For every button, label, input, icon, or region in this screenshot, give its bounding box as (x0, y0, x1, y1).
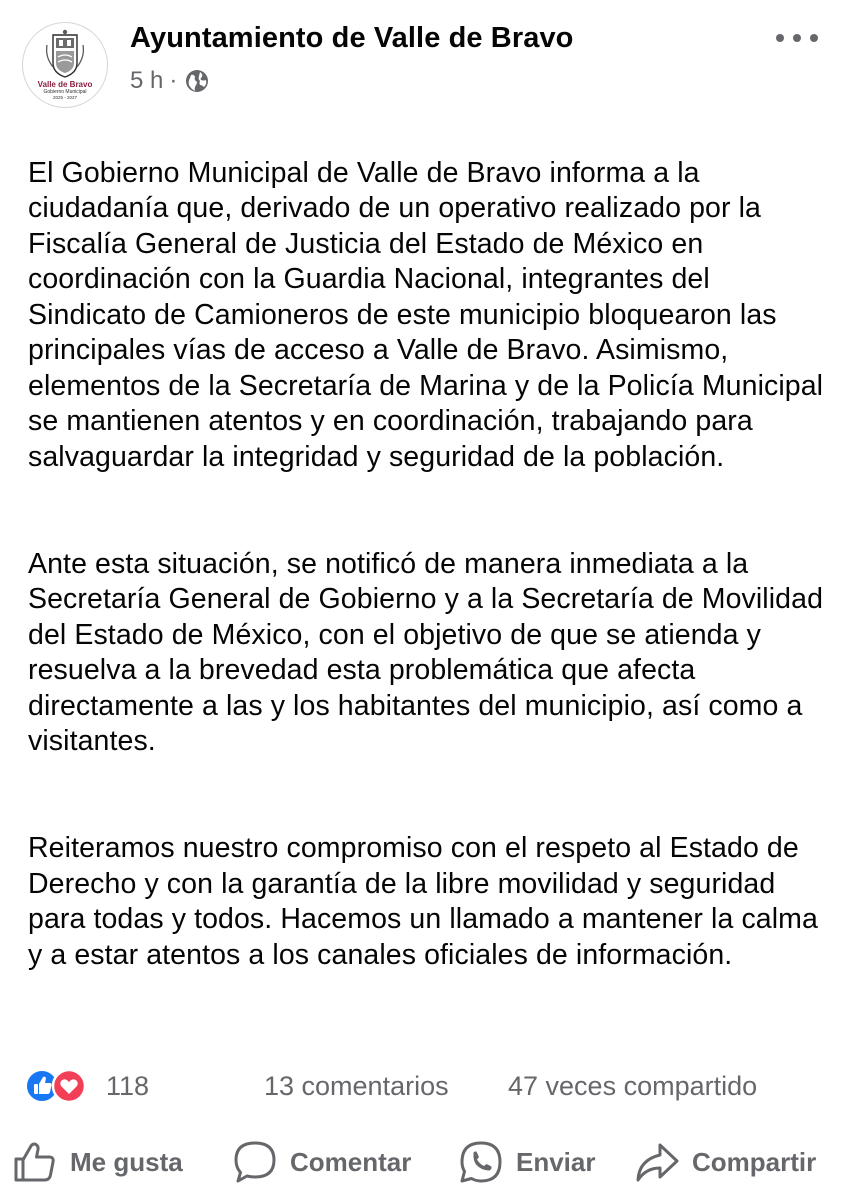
share-label: Compartir (692, 1146, 817, 1177)
page-avatar[interactable] (22, 22, 108, 108)
comment-label: Comentar (290, 1146, 412, 1177)
logo-years: 2025 - 2027 (52, 95, 78, 100)
shares-count[interactable]: 47 veces compartido (508, 1071, 758, 1101)
love-reaction-icon (53, 1070, 85, 1102)
post-text (28, 120, 828, 1045)
post-paragraph: Reiteramos nuestro compromiso con el respeto al Estado de Derecho y con la garantía de la libre movilidad y seguridad para todas y todos. Hacemos un llamado a mantener la calma y a estar atentos a los canales oficiales de información. (28, 832, 818, 971)
post-meta (130, 66, 209, 96)
whatsapp-icon (458, 1139, 504, 1185)
reaction-icons[interactable] (25, 1069, 101, 1103)
thumbs-up-icon (12, 1139, 58, 1185)
like-label: Me gusta (70, 1146, 183, 1177)
comment-bubble-icon (232, 1139, 278, 1185)
more-dots-icon (775, 33, 819, 43)
like-button[interactable] (12, 1138, 183, 1186)
comment-button[interactable] (232, 1138, 411, 1186)
logo-subtitle: Gobierno Municipal (43, 89, 87, 95)
comments-count[interactable]: 13 comentarios (264, 1071, 449, 1101)
post-paragraph: El Gobierno Municipal de Valle de Bravo informa a la ciudadanía que, derivado de un operativo realizado por la Fiscalía General de Justicia del Estado de México en coordinación con la Guardia Nacional, integrantes del Sindicato de Camioneros de este municipio bloquearon las principales vías de acceso a Valle de Bravo. Asimismo, elementos de la Secretaría de Marina y de la Policía Municipal se mantienen atentos y en coordinación, trabajando para salvaguardar la integridad y seguridad de la población. (28, 156, 824, 473)
page-name[interactable]: Ayuntamiento de Valle de Bravo (130, 22, 574, 54)
reactions-bar (0, 1062, 845, 1110)
post-time[interactable]: 5 h (130, 67, 164, 94)
share-button[interactable] (634, 1138, 816, 1186)
send-label: Enviar (516, 1146, 596, 1177)
meta-separator: · (169, 67, 178, 94)
post-header (0, 0, 845, 120)
share-arrow-icon (634, 1139, 680, 1185)
globe-icon (185, 69, 209, 93)
more-options-button[interactable] (772, 24, 822, 52)
send-button[interactable] (458, 1138, 596, 1186)
logo-title: Valle de Bravo (37, 80, 93, 89)
post-actions (0, 1134, 845, 1190)
reaction-count[interactable]: 118 (106, 1071, 150, 1101)
post-paragraph: Ante esta situación, se notificó de manera inmediata a la Secretaría General de Gobierno y a la Secretaría de Movilidad del Estado de México, con el objetivo de que se atienda y resuelva a la brevedad esta problemática que afecta directamente a las y los habitantes del municipio, así como a visitantes. (28, 547, 824, 757)
